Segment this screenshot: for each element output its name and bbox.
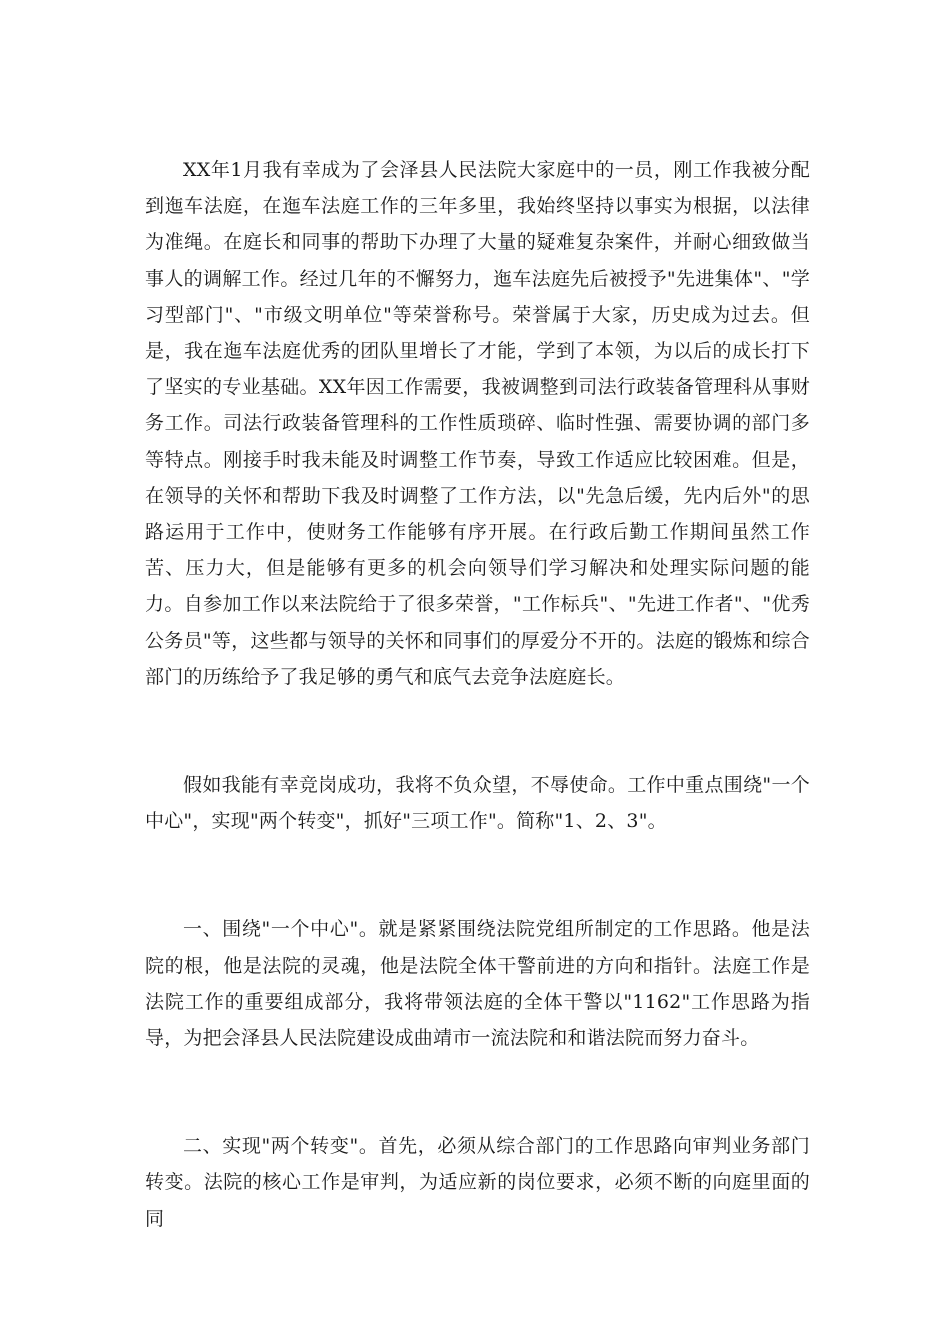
paragraph-career-history: XX年1月我有幸成为了会泽县人民法院大家庭中的一员，刚工作我被分配到迤车法庭，在迤车法庭工作的三年多里，我始终坚持以事实为根据，以法律为准绳。在庭长和同事的帮助下办理了大量的疑难复杂案件，并耐心细致做当事人的调解工作。经过几年的不懈努力，迤车法庭先后被授予"先进集体"、"学习型部门"、"市级文明单位"等荣誉称号。荣誉属于大家，历史成为过去。但是，我在迤车法庭优秀的团队里增长了才能，学到了本领，为以后的成长打下了坚实的专业基础。XX年因工作需要，我被调整到司法行政装备管理科从事财务工作。司法行政装备管理科的工作性质琐碎、临时性强、需要协调的部门多等特点。刚接手时我未能及时调整工作节奏，导致工作适应比较困难。但是，在领导的关怀和帮助下我及时调整了工作方法，以"先急后缓，先内后外"的思路运用于工作中，使财务工作能够有序开展。在行政后勤工作期间虽然工作苦、压力大，但是能够有更多的机会向领导们学习解决和处理实际问题的能力。自参加工作以来法院给于了很多荣誉，"工作标兵"、"先进工作者"、"优秀公务员"等，这些都与领导的关怀和同事们的厚爱分不开的。法庭的锻炼和综合部门的历练给予了我足够的勇气和底气去竞争法庭庭长。 [145, 159, 810, 688]
paragraph-goal-summary: 假如我能有幸竞岗成功，我将不负众望，不辱使命。工作中重点围绕"一个中心"，实现"两个转变"，抓好"三项工作"。简称"1、2、3"。 [145, 774, 810, 833]
document-body [145, 152, 810, 1237]
paragraph-spacer [145, 695, 810, 767]
paragraph-spacer [145, 839, 810, 911]
paragraph-one-center: 一、围绕"一个中心"。就是紧紧围绕法院党组所制定的工作思路。他是法院的根，他是法院的灵魂，他是法院全体干警前进的方向和指针。法庭工作是法院工作的重要组成部分，我将带领法庭的全体干警以"1162"工作思路为指导，为把会泽县人民法院建设成曲靖市一流法院和和谐法院而努力奋斗。 [145, 918, 810, 1050]
paragraph-spacer [145, 1056, 810, 1128]
paragraph-two-transformations: 二、实现"两个转变"。首先，必须从综合部门的工作思路向审判业务部门转变。法院的核心工作是审判，为适应新的岗位要求，必须不断的向庭里面的同 [145, 1135, 810, 1230]
